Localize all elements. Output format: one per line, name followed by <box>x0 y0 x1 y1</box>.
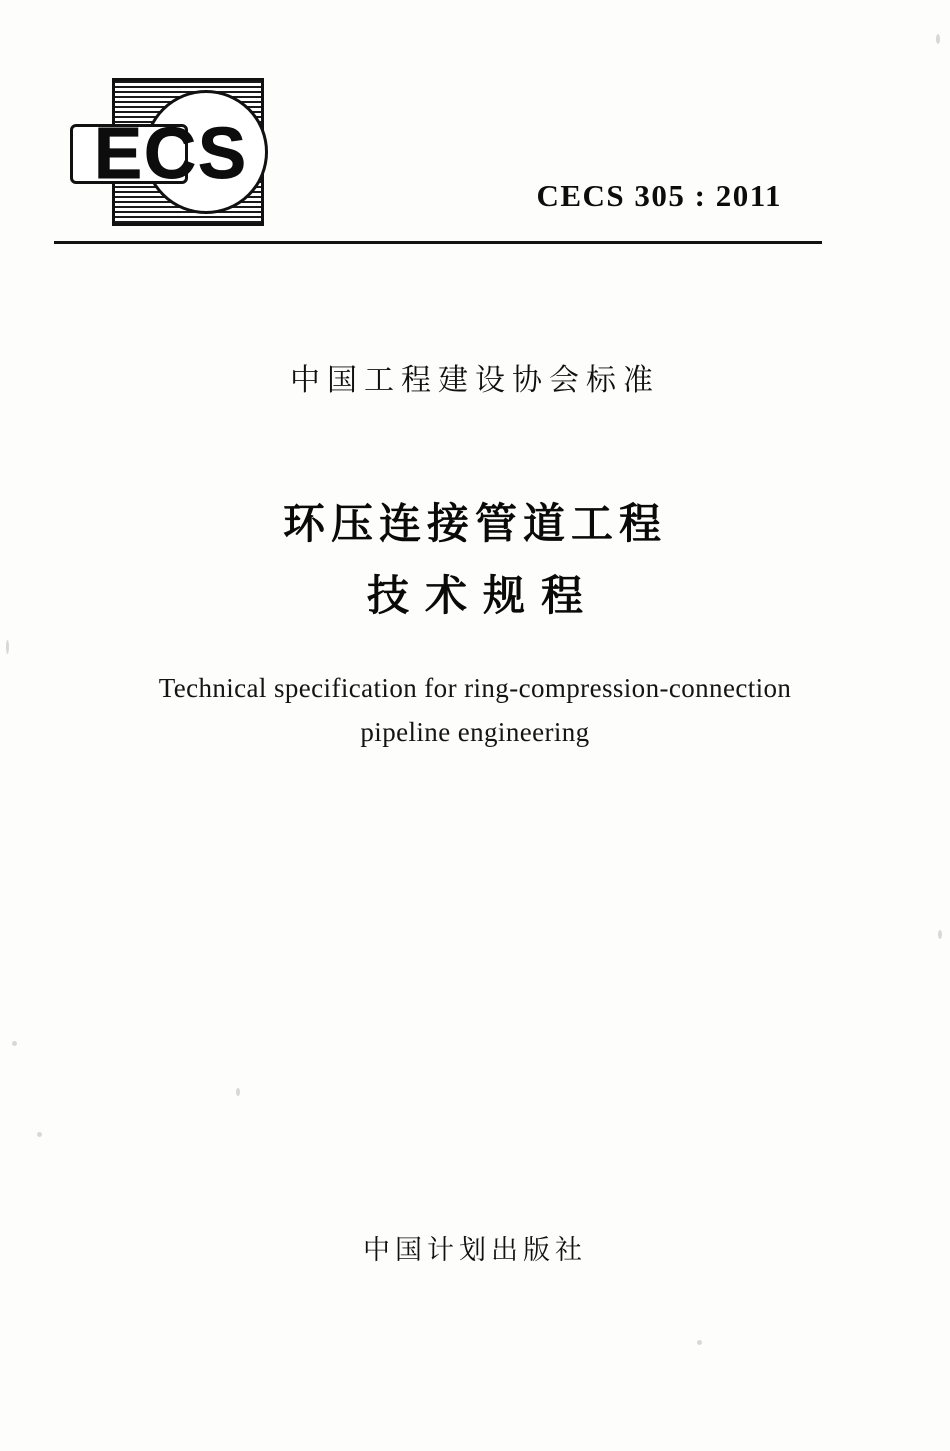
scan-artifact <box>12 1041 17 1046</box>
scan-artifact <box>936 34 940 44</box>
page-title-line-1: 环压连接管道工程 <box>282 499 667 548</box>
page-title-line-2: 技术规程 <box>366 571 599 620</box>
ecs-logo <box>70 78 265 226</box>
page-title <box>0 488 950 632</box>
english-title-line-1: Technical specification for ring-compression-connection <box>158 673 792 703</box>
logo-wordmark: ECS <box>93 114 249 194</box>
scan-artifact <box>697 1340 702 1345</box>
association-standard-label: 中国工程建设协会标准 <box>290 363 660 398</box>
scan-artifact <box>236 1088 240 1096</box>
publisher-name: 中国计划出版社 <box>363 1235 587 1266</box>
scan-artifact <box>6 640 9 654</box>
standard-code: CECS 305 : 2011 <box>536 178 782 213</box>
english-title-line-2: pipeline engineering <box>360 717 590 747</box>
scan-artifact <box>938 930 942 939</box>
page-header <box>0 0 950 250</box>
english-title <box>75 666 875 754</box>
header-divider <box>54 241 822 244</box>
scan-artifact <box>37 1132 42 1137</box>
